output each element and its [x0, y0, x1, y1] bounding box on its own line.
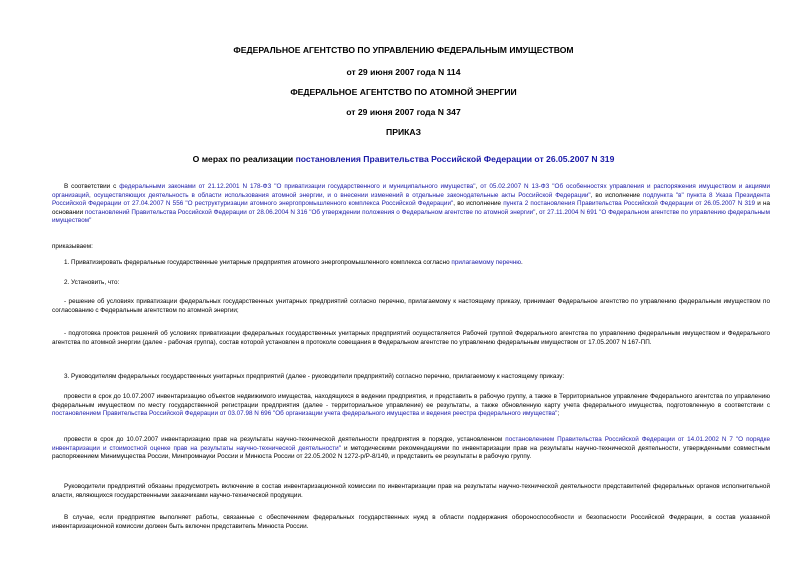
link-resolution-319[interactable]: пункта 2 постановления Правительства Российской Федерации от 26.05.2007 N 319 — [503, 200, 756, 208]
link-law-178[interactable]: федеральными законами от 21.12.2001 N 178-ФЗ "О приватизации государственного и муниципального имущества" — [119, 183, 476, 190]
text: провести в срок до 10.07.2007 инвентаризацию объектов недвижимого имущества, находящихся в ведении предприятия, и представить в рабочую группу, а также в Территориальное управление Федерального агентства по управлению федеральным имуществом по месту государственной регистрации предприятия (далее - территориальное управление) ее результаты, а также обновленную карту учета федерального имущества, подготовленную в соответствии с — [52, 393, 770, 409]
item-3d: В случае, если предприятие выполняет работы, связанные с обеспечением федеральных государственных нужд в области поддержания обороноспособности и безопасности Российской Федерации, в состав указанной инвентаризационной комиссии должен быть включен представитель Минюста России. — [52, 514, 770, 530]
paragraph-preamble — [52, 183, 770, 226]
text: и на основании — [52, 200, 770, 216]
agency-heading-1: ФЕДЕРАЛЬНОЕ АГЕНТСТВО ПО УПРАВЛЕНИЮ ФЕДЕРАЛЬНЫМ ИМУЩЕСТВОМ — [233, 45, 574, 55]
title-prefix: О мерах по реализации — [192, 154, 296, 164]
item-2a: - решение об условиях приватизации федеральных государственных унитарных предприятий согласно перечню, прилагаемому к настоящему приказу, принимает Федеральное агентство по управлению федеральным имуществом по согласованию с Федеральным агентством по атомной энергии; — [52, 298, 770, 314]
text: В соответствии с — [64, 183, 120, 190]
text: и методическими рекомендациями по инвентаризации прав на результаты научно-технической деятельности, утвержденными совместным распоряжением Минимущества России, Минпромнауки России и Минюста России от 22.05.2002 N 1272-р/Р-8/149, и представить ее результаты в рабочую группу. — [52, 444, 770, 461]
item-2: 2. Установить, что: — [64, 279, 120, 286]
item-3c: Руководители предприятий обязаны предусмотреть включение в состав инвентаризационной комиссии по инвентаризации прав на результаты научно-технической деятельности представителей федеральных органов исполнительной власти, являющихся государственными заказчиками научно-технической продукции. — [52, 483, 770, 499]
item-1 — [52, 259, 770, 268]
link-decree-556[interactable]: подпункта "в" пункта 8 Указа Президента Российской Федерации от 27.04.2007 N 556 "О реструктуризации атомного энергопромышленного комплекса Российской Федерации" — [52, 191, 770, 208]
link-resolution-691[interactable]: от 27.11.2004 N 691 "О Федеральном агентстве по управлению федеральным имуществом" — [52, 208, 770, 225]
link-law-13[interactable]: от 05.02.2007 N 13-ФЗ "Об особенностях управления и распоряжения имуществом и акциями организаций, осуществляющих деятельность в области использования атомной энергии, и о внесении изменений в отдельные законодательные акты Российской Федерации" — [52, 183, 770, 199]
link-list[interactable]: прилагаемому перечню — [451, 259, 522, 266]
text: провести в срок до 10.07.2007 инвентаризацию прав на результаты научно-технической деятельности предприятия в порядке, установленном — [64, 436, 506, 443]
link-resolution-316[interactable]: постановлений Правительства Российской Федерации от 28.06.2004 N 316 "Об утверждении положения о Федеральном агентстве по атомной энергии" — [84, 208, 536, 216]
text: , во исполнение — [453, 200, 504, 208]
title-link[interactable]: постановления Правительства Российской Федерации от 26.05.2007 N 319 — [295, 154, 615, 164]
text: , — [475, 183, 481, 190]
text: ; — [557, 410, 560, 418]
text: , во исполнение — [590, 191, 644, 199]
text: , — [535, 208, 540, 216]
order-date-1: от 29 июня 2007 года N 114 — [346, 67, 461, 77]
text: 1. Приватизировать федеральные государственные унитарные предприятия атомного энергопромышленного комплекса согласно — [64, 259, 452, 266]
link-resolution-7[interactable]: постановлением Правительства Российской Федерации от 14.01.2002 N 7 "О порядке инвентаризации и стоимостной оценке прав на результаты научно-технической деятельности" — [52, 436, 771, 452]
item-2b: - подготовка проектов решений об условиях приватизации федеральных государственных унитарных предприятий осуществляется Рабочей группой Федерального агентства по управлению федеральным имуществом и Федерального агентства по атомной энергии (далее - рабочая группа), состав которой установлен в протоколе совещания в Федеральном агентстве по управлению федеральным имуществом от 17.05.2007 N 167-ПП. — [52, 330, 770, 346]
link-resolution-696[interactable]: постановлением Правительства Российской Федерации от 03.07.98 N 696 "Об организации учета федерального имущества и ведения реестра федерального имущества" — [52, 410, 558, 418]
order-date-2: от 29 июня 2007 года N 347 — [346, 107, 461, 117]
text: . — [521, 259, 523, 266]
item-3b — [52, 436, 770, 462]
agency-heading-2: ФЕДЕРАЛЬНОЕ АГЕНТСТВО ПО АТОМНОЙ ЭНЕРГИИ — [290, 87, 517, 97]
doc-type: ПРИКАЗ — [386, 127, 421, 137]
orders-line: приказываем: — [52, 243, 93, 250]
doc-title — [0, 154, 807, 164]
item-3: 3. Руководителям федеральных государственных унитарных предприятий (далее - руководители предприятий) согласно перечню, прилагаемому к настоящему приказу: — [64, 373, 565, 380]
item-3a — [52, 393, 770, 419]
